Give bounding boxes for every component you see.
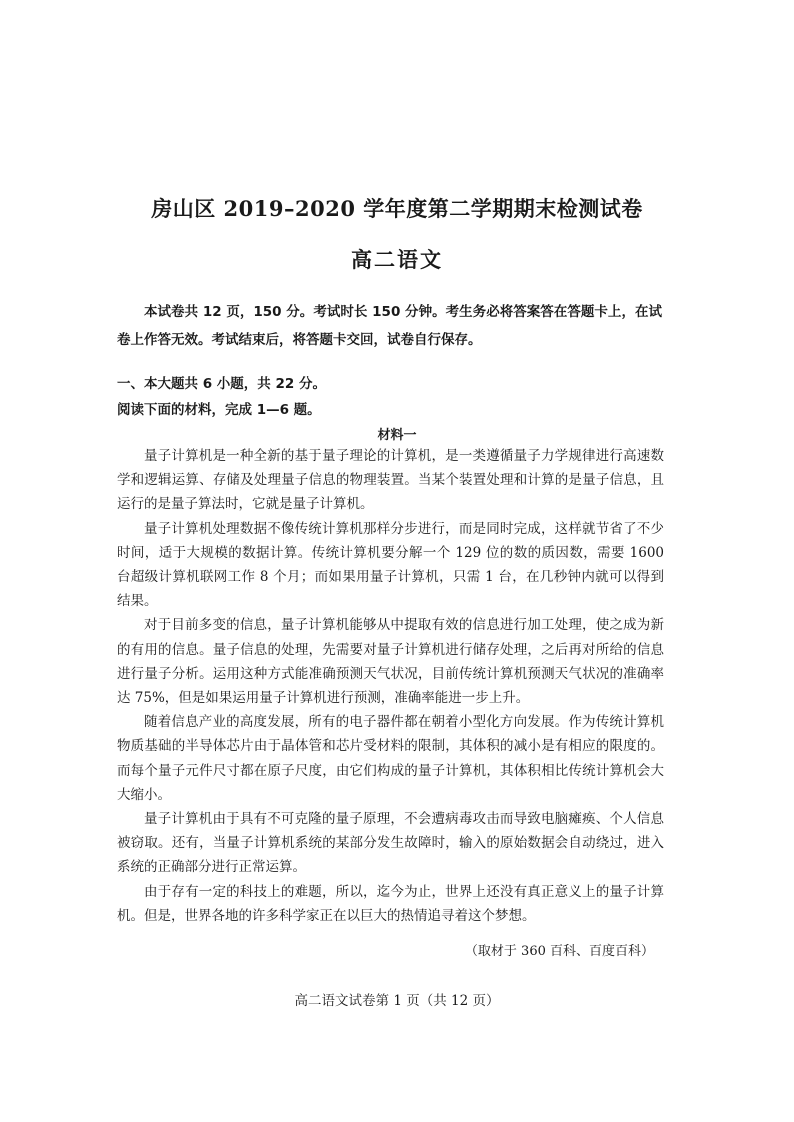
exam-subject: 高二语文 <box>351 247 443 272</box>
paragraph: 量子计算机是一种全新的基于量子理论的计算机，是一类遵循量子力学规律进行高速数学和逻辑运算、存储及处理量子信息的物理装置。当某个装置处理和计算的是量子信息，且运行的是量子算法时，它就是量子计算机。 <box>117 448 664 513</box>
material-source: （取材于 360 百科、百度百科） <box>464 944 654 959</box>
section-header <box>117 371 326 423</box>
paragraph: 随着信息产业的高度发展，所有的电子器件都在朝着小型化方向发展。作为传统计算机物质基础的半导体芯片由于晶体管和芯片受材料的限制，其体积的减小是有相应的限度的。而每个量子元件尺寸都在原子尺度，由它们构成的量子计算机，其体积相比传统计算机会大大缩小。 <box>117 714 664 803</box>
exam-title: 房山区 2019–2020 学年度第二学期期末检测试卷 <box>151 196 643 221</box>
page-footer: 高二语文试卷第 1 页（共 12 页） <box>294 993 500 1009</box>
paragraph: 对于目前多变的信息，量子计算机能够从中提取有效的信息进行加工处理，使之成为新的有用的信息。量子信息的处理，先需要对量子计算机进行储存处理，之后再对所给的信息进行量子分析。运用这种方式能准确预测天气状况，目前传统计算机预测天气状况的准确率达 75%，但是如果运用量子计算机进行预测，准确率能进一步上升。 <box>117 617 664 707</box>
paragraph: 由于存有一定的科技上的难题，所以，迄今为止，世界上还没有真正意义上的量子计算机。但是，世界各地的许多科学家正在以巨大的热情追寻着这个梦想。 <box>117 883 664 924</box>
exam-notice: 本试卷共 12 页，150 分。考试时长 150 分钟。考生务必将答案答在答题卡上，在试卷上作答无效。考试结束后，将答题卡交回，试卷自行保存。 <box>117 304 662 348</box>
paragraph: 量子计算机处理数据不像传统计算机那样分步进行，而是同时完成，这样就节省了不少时间，适于大规模的数据计算。传统计算机要分解一个 129 位的数的质因数，需要 1600 台超级计算机联网工作 8 个月；而如果用量子计算机，只需 1 台，在几秒钟内就可以得到结果。 <box>117 520 664 610</box>
material-body <box>117 444 664 928</box>
section-heading: 一、本大题共 6 小题，共 22 分。 <box>117 376 326 392</box>
material-title: 材料一 <box>377 428 417 443</box>
paragraph: 量子计算机由于具有不可克隆的量子原理，不会遭病毒攻击而导致电脑瘫痪、个人信息被窃取。还有，当量子计算机系统的某部分发生故障时，输入的原始数据会自动绕过，进入系统的正确部分进行正常运算。 <box>117 811 664 876</box>
section-instruction: 阅读下面的材料，完成 1—6 题。 <box>117 402 321 418</box>
